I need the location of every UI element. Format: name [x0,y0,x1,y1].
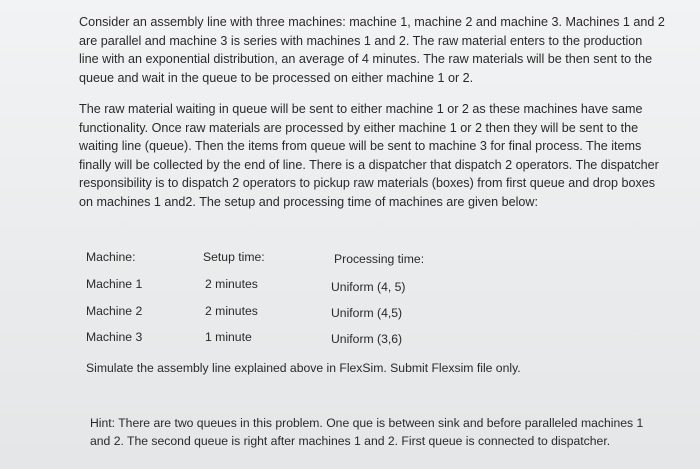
table-header-processing: Processing time: [334,252,425,266]
table-cell-processing: Uniform (4, 5) [331,280,406,294]
hint-text [90,414,670,450]
text-line: Hint: There are two queues in this problem. One que is between sink and before paralleled machines 1 [90,416,644,430]
table-cell-machine: Machine 1 [86,277,143,291]
table-cell-processing: Uniform (4,5) [331,306,403,320]
text-line: responsibility is to dispatch 2 operators to pickup raw materials (boxes) from first queue and drop boxes [79,176,656,190]
problem-paragraph-2 [79,100,669,211]
text-line: queue and wait in the queue to be processed on either machine 1 or 2. [79,70,474,85]
text-line: functionality. Once raw materials are processed by either machine 1 or 2 then they will be sent to the [79,120,639,135]
instruction-text: Simulate the assembly line explained above in FlexSim. Submit Flexsim file only. [86,361,521,375]
table-cell-setup: 2 minutes [205,304,258,318]
text-line: are parallel and machine 3 is series with machines 1 and 2. The raw material enters to the production [79,33,643,48]
table-header-machine: Machine: [86,250,136,264]
text-line: on machines 1 and2. The setup and processing time of machines are given below: [79,194,539,209]
table-cell-machine: Machine 2 [86,304,143,318]
table-cell-setup: 2 minutes [205,277,258,291]
text-line: Consider an assembly line with three machines: machine 1, machine 2 and machine 3. Machines 1 and 2 [79,15,665,29]
text-line: The raw material waiting in queue will be sent to either machine 1 or 2 as these machines have same [79,102,643,116]
table-cell-processing: Uniform (3,6) [331,332,403,346]
table-cell-machine: Machine 3 [86,330,143,344]
text-line: finally will be collected by the end of line. There is a dispatcher that dispatch 2 operators. The dispatcher [79,157,659,172]
text-line: waiting line (queue). Then the items from queue will be sent to machine 3 for final process. The items [79,139,642,153]
table-header-setup: Setup time: [203,250,265,264]
text-line: and 2. The second queue is right after machines 1 and 2. First queue is connected to dispatcher. [90,434,611,448]
text-line: line with an exponential distribution, an average of 4 minutes. The raw materials will be then sent to the [79,52,653,66]
table-cell-setup: 1 minute [205,330,252,344]
problem-paragraph-1 [79,13,669,87]
